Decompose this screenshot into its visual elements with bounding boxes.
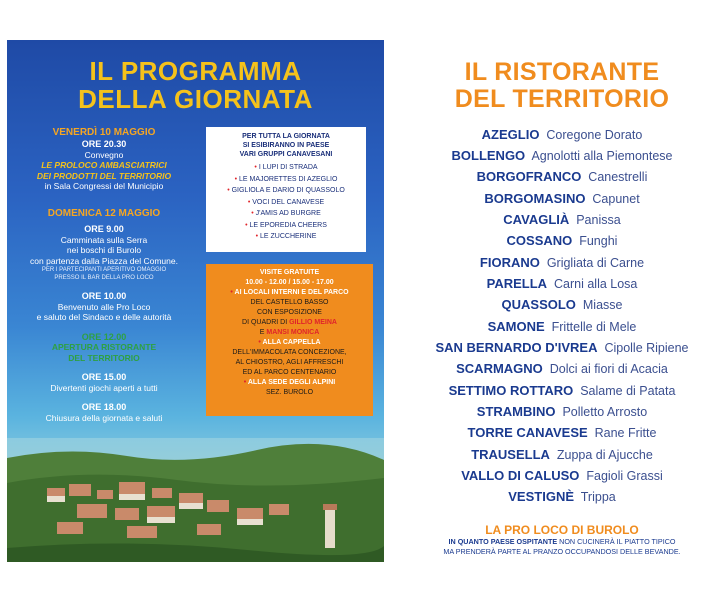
sunday-line: Benvenuto alle Pro Loco xyxy=(57,301,151,312)
menu-row: STRAMBINO Polletto Arrosto xyxy=(476,404,648,419)
menu-row: SCARMAGNO Dolci ai fiori di Acacia xyxy=(456,361,668,376)
friday-day: VENERDÌ 10 MAGGIO xyxy=(52,127,156,138)
visits-line: ED AL PARCO CENTENARIO xyxy=(242,369,337,376)
menu-row: VALLO DI CALUSO Fagioli Grassi xyxy=(461,468,663,483)
performer-item: • I LUPI DI STRADA xyxy=(254,164,318,171)
performer-item: • GIGLIOLA E DARIO DI QUASSOLO xyxy=(227,187,345,194)
visits-line: DEL CASTELLO BASSO xyxy=(250,299,329,306)
visits-line: DI QUADRI DI GILLIO MEINA xyxy=(242,319,337,326)
performer-item: • LE EPOREDIA CHEERS xyxy=(245,221,327,229)
performers-box xyxy=(206,127,366,252)
sunday-hour: ORE 10.00 xyxy=(81,291,127,301)
sunday-line: Chiusura della giornata e saluti xyxy=(45,412,163,423)
visits-line: • ALLA CAPPELLA xyxy=(258,339,321,346)
performer-item: • LE MAJORETTES DI AZEGLIO xyxy=(234,175,338,183)
visits-line: SEZ. BUROLO xyxy=(265,389,314,396)
friday-line: Convegno xyxy=(84,149,124,160)
sunday-line: con partenza dalla Piazza del Comune. xyxy=(30,255,178,266)
performer-item: • VOCI DEL CANAVESE xyxy=(247,198,325,206)
sunday-hour: ORE 9.00 xyxy=(84,224,124,234)
footer-line: MA PRENDERÀ PARTE AL PRANZO OCCUPANDOSI DELLE BEVANDE. xyxy=(443,547,681,556)
menu-row: SAMONE Frittelle di Mele xyxy=(487,319,637,334)
restaurant-panel xyxy=(404,40,720,570)
menu-row: COSSANO Funghi xyxy=(506,233,618,248)
sunday-line: Camminata sulla Serra xyxy=(60,234,148,245)
program-title-line2: DELLA GIORNATA xyxy=(78,84,313,114)
restaurant-title-line1: IL RISTORANTE xyxy=(464,58,660,86)
friday-line: LE PROLOCO AMBASCIATRICI xyxy=(41,160,167,170)
sunday-hour: ORE 15.00 xyxy=(81,372,127,382)
menu-row: TORRE CANAVESE Rane Fritte xyxy=(467,425,657,440)
friday-line: in Sala Congressi del Municipio xyxy=(44,181,164,191)
sunday-line: nei boschi di Burolo xyxy=(66,245,142,255)
menu-row: BORGOFRANCO Canestrelli xyxy=(476,169,648,184)
visits-line: CON ESPOSIZIONE xyxy=(257,309,322,316)
menu-row: AZEGLIO Coregone Dorato xyxy=(481,127,643,142)
sunday-day: DOMENICA 12 MAGGIO xyxy=(47,208,161,219)
menu-row: VESTIGNÈ Trippa xyxy=(508,489,616,504)
visits-line: • AI LOCALI INTERNI E DEL PARCO xyxy=(230,289,349,296)
sunday-line: APERTURA RISTORANTE xyxy=(51,342,157,352)
town-photo xyxy=(7,438,384,562)
performers-header: VARI GRUPPI CANAVESANI xyxy=(239,151,333,158)
sunday-events xyxy=(9,208,199,423)
menu-row: BORGOMASINO Capunet xyxy=(484,191,640,206)
footer-note xyxy=(404,523,720,557)
performers-header: PER TUTTA LA GIORNATA xyxy=(242,133,330,140)
menu-row: TRAUSELLA Zuppa di Ajucche xyxy=(471,447,653,462)
menu-row: CAVAGLIÀ Panissa xyxy=(503,212,621,227)
visits-line: E MANSI MONICA xyxy=(259,329,320,336)
visits-line: DELL'IMMACOLATA CONCEZIONE, xyxy=(232,349,347,356)
program-title-line1: IL PROGRAMMA xyxy=(89,56,302,86)
menu-row: PARELLA Carni alla Losa xyxy=(486,276,638,291)
visits-hours: 10.00 - 12.00 / 15.00 - 17.00 xyxy=(245,279,334,286)
sunday-note: PRESSO IL BAR DELLA PRO LOCO xyxy=(54,275,154,281)
friday-line: DEI PRODOTTI DEL TERRITORIO xyxy=(36,170,172,181)
sunday-line: Divertenti giochi aperti a tutti xyxy=(50,382,158,393)
menu-row: SAN BERNARDO D'IVREA Cipolle Ripiene xyxy=(435,340,689,355)
free-visits-box xyxy=(206,264,373,416)
friday-event xyxy=(9,127,199,192)
footer-title: LA PRO LOCO DI BUROLO xyxy=(485,523,639,537)
menu-row: QUASSOLO Miasse xyxy=(501,297,623,312)
menu-row: FIORANO Grigliata di Carne xyxy=(479,255,645,270)
performers-header: SI ESIBIRANNO IN PAESE xyxy=(242,142,330,149)
sunday-line: e saluto del Sindaco e delle autorità xyxy=(36,312,172,322)
visits-title: VISITE GRATUITE xyxy=(259,269,320,276)
sunday-hour: ORE 12.00 xyxy=(81,331,127,342)
footer-line: IN QUANTO PAESE OSPITANTE NON CUCINERÀ IL PIATTO TIPICO xyxy=(448,537,676,546)
restaurant-title-line2: DEL TERRITORIO xyxy=(454,85,670,113)
performer-item: • J'AMIS AD BURGRE xyxy=(251,210,321,217)
visits-line: AL CHIOSTRO, AGLI AFFRESCHI xyxy=(235,359,344,366)
friday-hour: ORE 20.30 xyxy=(81,139,127,149)
menu-row: SETTIMO ROTTARO Salame di Patata xyxy=(448,383,676,398)
sunday-line: DEL TERRITORIO xyxy=(68,352,140,363)
visits-line: • ALLA SEDE DEGLI ALPINI xyxy=(243,379,336,386)
performer-item: • LE ZUCCHERINE xyxy=(255,233,317,240)
sunday-note: PER I PARTECIPANTI APERITIVO OMAGGIO xyxy=(41,267,167,273)
menu-row: BOLLENGO Agnolotti alla Piemontese xyxy=(451,148,673,163)
program-panel xyxy=(7,40,384,562)
sunday-hour: ORE 18.00 xyxy=(81,402,127,412)
